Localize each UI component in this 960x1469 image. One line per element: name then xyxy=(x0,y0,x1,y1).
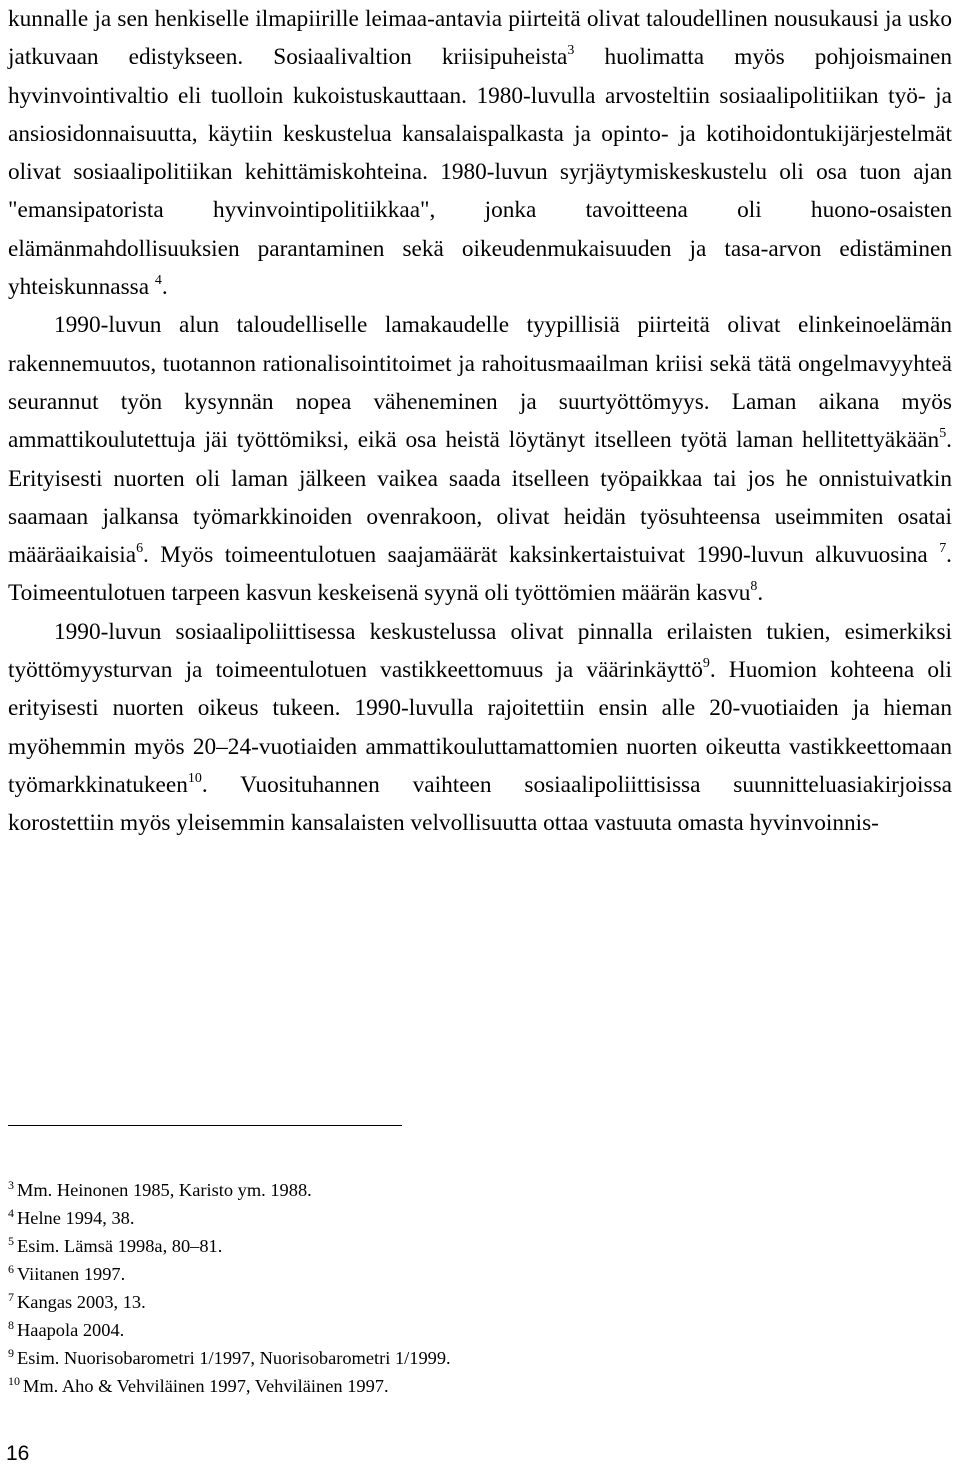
paragraph-text: 1990-luvun alun taloudelliselle lamakaudelle tyypillisiä piirteitä olivat elinkeinoelämän rakennemuutos, tuotannon rationalisointitoimet ja rahoitusmaailman kriisi sekä tätä ongelmavyyhteä seurannut työn kysynnän nopea väheneminen ja suurtyöttömyys. Laman aikana myös ammattikoulutettuja jäi työttömiksi, eikä osa heistä löytänyt itselleen työtä laman hellitettyäkään xyxy=(8,312,952,454)
footnote-reference: 6 xyxy=(136,541,144,557)
footnote-text: Esim. Lämsä 1998a, 80–81. xyxy=(17,1236,223,1256)
footnote-reference: 7 xyxy=(939,541,947,557)
paragraph-text: . Myös toimeentulotuen saajamäärät kaksinkertaistuivat 1990-luvun alkuvuosina xyxy=(143,542,940,569)
footnote-number: 9 xyxy=(8,1346,14,1361)
footnote xyxy=(8,1344,908,1372)
footnote-reference: 8 xyxy=(750,579,758,595)
footnote xyxy=(8,1372,908,1400)
footnote-reference: 10 xyxy=(187,771,202,787)
paragraph-text: . Vuosituhannen vaihteen sosiaalipoliittisissa suunnitteluasiakirjoissa korostettiin myös yleisemmin kansalaisten velvollisuutta ottaa vastuuta omasta hyvinvoinnis- xyxy=(8,771,952,837)
footnote-number: 7 xyxy=(8,1290,14,1305)
paragraph-text: . xyxy=(757,580,764,607)
footnote-number: 8 xyxy=(8,1318,14,1333)
paragraph xyxy=(8,0,952,306)
footnote-text: Mm. Heinonen 1985, Karisto ym. 1988. xyxy=(17,1180,312,1200)
footnote xyxy=(8,1232,908,1260)
footnote-text: Haapola 2004. xyxy=(17,1320,125,1340)
page-number: 16 xyxy=(6,1442,30,1465)
paragraph-text: kunnalle ja sen henkiselle ilmapiirille leimaa-antavia piirteitä olivat taloudellinen nousukausi ja usko jatkuvaan edistykseen. Sosiaalivaltion kriisipuheista xyxy=(8,6,952,71)
footnote-number: 3 xyxy=(8,1178,14,1193)
paragraph xyxy=(8,306,952,612)
footnote-reference: 5 xyxy=(939,426,947,442)
footnote-separator xyxy=(8,1125,402,1126)
footnote-number: 4 xyxy=(8,1206,14,1221)
footnote-text: Esim. Nuorisobarometri 1/1997, Nuorisobarometri 1/1999. xyxy=(17,1348,451,1368)
paragraph-text: . Huomion kohteena oli erityisesti nuorten oikeus tukeen. 1990-luvulla rajoitettiin ensin alle 20-vuotiaiden ja hieman myöhemmin myös 20–24-vuotiaiden ammattikouluttamattomien nuorten oikeutta vastikkeettomaan työmarkkinatukeen xyxy=(8,657,952,798)
paragraph-text: huolimatta myös pohjoismainen hyvinvointivaltio eli tuolloin kukoistuskauttaan. 1980-luvulla arvosteltiin sosiaalipolitiikan työ- ja ansiosidonnaisuutta, käytiin keskustelua kansalaispalkasta ja opinto- ja kotihoidontukijärjestelmät olivat sosiaalipolitiikan kehittämiskohteina. 1980-luvun syrjäytymiskeskustelu oli osa tuon ajan "emansipatorista hyvinvointipolitiikkaa", jonka tavoitteena oli huono-osaisten elämänmahdollisuuksien parantaminen sekä oikeudenmukaisuuden ja tasa-arvon edistäminen yhteiskunnassa xyxy=(8,44,952,301)
footnote-number: 5 xyxy=(8,1234,14,1249)
footnote-number: 6 xyxy=(8,1262,14,1277)
footnote-reference: 3 xyxy=(567,43,575,59)
footnote xyxy=(8,1288,908,1316)
footnote-reference: 9 xyxy=(702,656,710,672)
footnote xyxy=(8,1260,908,1288)
footnote-text: Kangas 2003, 13. xyxy=(17,1292,146,1312)
footnote-text: Mm. Aho & Vehviläinen 1997, Vehviläinen 1997. xyxy=(23,1376,389,1396)
footnotes xyxy=(8,1176,908,1400)
footnote-text: Helne 1994, 38. xyxy=(17,1208,135,1228)
paragraph-text: . Toimeentulotuen tarpeen kasvun keskeisenä syynä oli työttömien määrän kasvu xyxy=(8,542,952,607)
footnote xyxy=(8,1204,908,1232)
paragraph-text: 1990-luvun sosiaalipoliittisessa keskustelussa olivat pinnalla erilaisten tukien, esimerkiksi työttömyysturvan ja toimeentulotuen vastikkeettomuus ja väärinkäyttö xyxy=(8,618,952,684)
paragraph-text: . Erityisesti nuorten oli laman jälkeen vaikea saada itselleen työpaikkaa tai jos he onnistuivatkin saamaan jalkansa työmarkkinoiden ovenrakoon, olivat heidän työsuhteensa useimmiten osatai määräaikaisia xyxy=(8,427,952,569)
body-text xyxy=(8,0,952,843)
paragraph xyxy=(8,613,952,843)
paragraph-text: . xyxy=(161,274,168,301)
footnote-number: 10 xyxy=(8,1374,20,1389)
footnote xyxy=(8,1316,908,1344)
footnote-reference: 4 xyxy=(154,273,162,289)
footnote-text: Viitanen 1997. xyxy=(17,1264,126,1284)
footnote xyxy=(8,1176,908,1204)
